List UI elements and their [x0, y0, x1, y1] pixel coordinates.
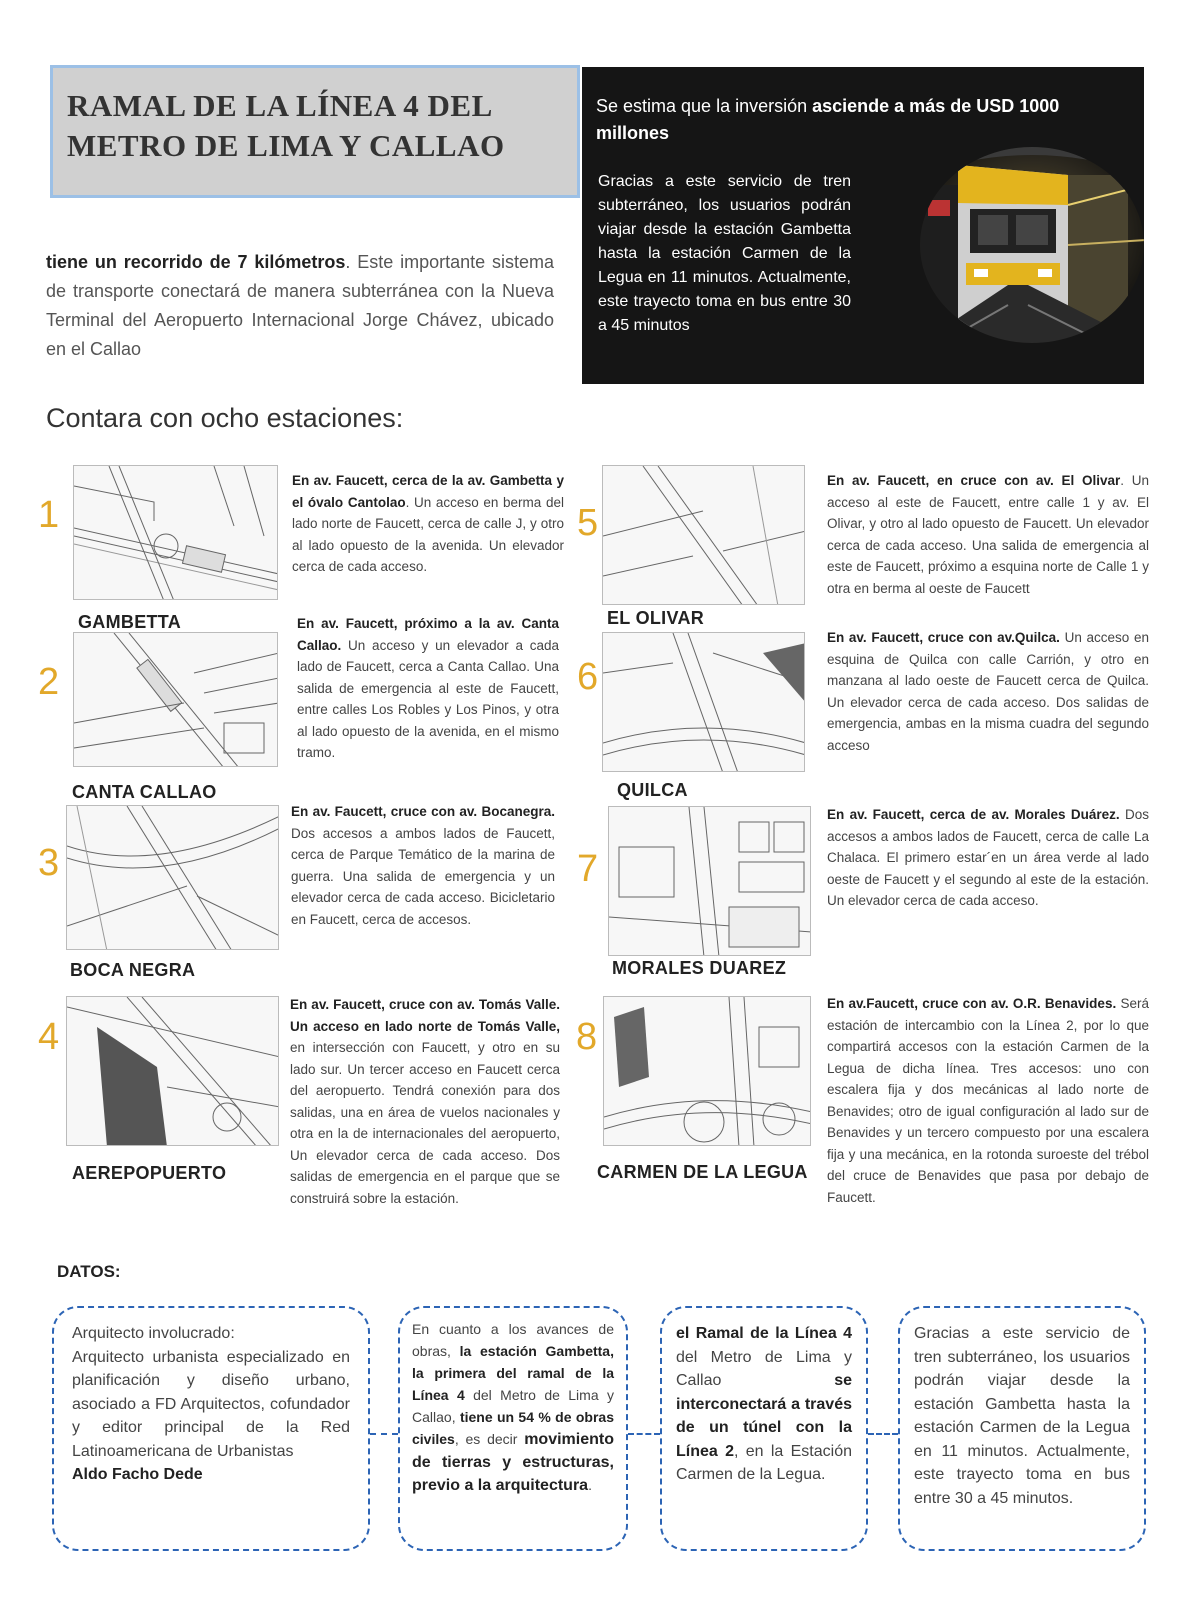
station-name-3: BOCA NEGRA: [70, 960, 196, 980]
connector-2: [628, 1433, 660, 1435]
datos-box-travel: Gracias a este servicio de tren subterráneo, los usuarios podrán viajar desde la estación Gambetta hasta la estación Carmen de la Legua en 11 minutos. Actualmente, este trayecto toma en bus entre 30 a 45 minutos.: [898, 1306, 1146, 1551]
station-number-1: 1: [38, 494, 60, 536]
station-desc-2: [297, 613, 559, 764]
station-desc-3-bold: En av. Faucett, cruce con av. Bocanegra.: [291, 804, 555, 819]
datos-box-architect: [52, 1306, 370, 1551]
progress-b1: la estación Gambetta, la primera del ramal de la Línea 4: [412, 1343, 614, 1403]
station-name-6: QUILCA: [617, 780, 688, 800]
station-desc-4-bold: En av. Faucett, cruce con av. Tomás Valle. Un acceso en lado norte de Tomás Valle,: [290, 997, 560, 1034]
architect-label: Arquitecto involucrado:: [72, 1325, 235, 1342]
station-number-5: 5: [577, 502, 599, 544]
investment-body: Gracias a este servicio de tren subterráneo, los usuarios podrán viajar desde la estación Gambetta hasta la estación Carmen de la Legua en 11 minutos. Actualmente, este trayecto toma en bus entre 30 a 45 minutos: [598, 173, 851, 334]
intro-rest: . Este importante sistema de transporte conectará de manera subterránea con la Nueva Terminal del Aeropuerto Internacional Jorge Chávez, ubicado en el Callao: [46, 252, 554, 359]
interconnection-t2: , en la Estación Carmen de la Legua.: [676, 1442, 852, 1483]
station-number-7: 7: [577, 848, 599, 890]
progress-t2: del Metro de Lima y Callao,: [412, 1387, 614, 1425]
station-desc-1-text: . Un acceso en berma del lado norte de Faucett, cerca de calle J, y otro al lado opuesto de la avenida. Un elevador cerca de cada acceso.: [292, 494, 564, 574]
station-desc-7: [827, 804, 1149, 912]
architect-description: Arquitecto urbanista especializado en planificación y diseño urbano, asociado a FD Arquitectos, cofundador y editor principal de la Red Latinoamericana de Urbanistas: [72, 1348, 350, 1460]
station-name-1: GAMBETTA: [78, 612, 182, 632]
station-name-5: EL OLIVAR: [607, 608, 705, 628]
station-desc-2-text: Un acceso y un elevador a cada lado de Faucett, cerca a Canta Callao. Una salida de emergencia al este de Faucett, entre calles Los Robles y Los Pinos, y otra al lado opuesto de la avenida, en el mismo tramo.: [297, 637, 559, 760]
station-desc-1: [292, 470, 564, 578]
station-desc-7-bold: En av. Faucett, cerca de av. Morales Duárez.: [827, 807, 1120, 822]
train-photo: [918, 145, 1144, 350]
progress-b3: movimiento de tierras y estructuras, previo a la arquitectura: [412, 1431, 614, 1494]
investment-lead: [596, 93, 1116, 147]
station-number-2: 2: [38, 661, 60, 703]
station-map-3: [66, 805, 279, 950]
page-title: RAMAL DE LA LÍNEA 4 DEL METRO DE LIMA Y CALLAO: [67, 88, 505, 163]
connector-1: [370, 1433, 398, 1435]
station-map-8: [603, 996, 811, 1146]
station-desc-4: [290, 994, 560, 1209]
station-map-6: [602, 632, 805, 772]
station-map-7: [608, 806, 811, 956]
station-map-5: [602, 465, 805, 605]
station-desc-1-bold: En av. Faucett, cerca de la av. Gambetta y el óvalo Cantolao: [292, 473, 564, 510]
progress-t3: , es decir: [454, 1431, 525, 1447]
connector-3: [868, 1433, 898, 1435]
progress-b2: tiene un 54 % de obras civiles: [412, 1409, 614, 1447]
station-map-2: [73, 632, 278, 767]
investment-lead-text: Se estima que la inversión: [596, 96, 813, 116]
station-desc-2-bold: En av. Faucett, próximo a la av. Canta Callao.: [297, 616, 559, 653]
station-desc-8: [827, 993, 1149, 1208]
station-desc-4-text: en intersección con Faucett, y otro en su lado sur. Un tercer acceso en Faucett cerca del aeropuerto. Tendrá conexión para dos salidas, una en área de vuelos nacionales y otra en la de internacionales del aeropuerto, Un elevador cerca de cada acceso. Dos salidas de emergencia en el parque que se construirá sobre la estación.: [290, 1040, 560, 1206]
station-map-1: [73, 465, 278, 600]
station-desc-3: [291, 801, 555, 930]
intro-paragraph: [46, 248, 554, 364]
architect-name: Aldo Facho Dede: [72, 1466, 203, 1483]
station-desc-3-text: Dos accesos a ambos lados de Faucett, cerca de Parque Temático de la marina de guerra. Una salida de emergencia y un elevador cerca de cada acceso. Bicicletario en Faucett, cerca de accesos.: [291, 825, 555, 927]
intro-bold: tiene un recorrido de 7 kilómetros: [46, 252, 346, 272]
station-desc-5-text: . Un acceso al este de Faucett, entre calle 1 y av. El Olivar, y otro al lado opuesto de Faucett. Un elevador cerca de cada acceso. Una salida de emergencia al este de Faucett, próximo a esquina norte de Calle 1 y otra en berma al oeste de Faucett: [827, 473, 1149, 596]
station-desc-6: [827, 627, 1149, 756]
station-desc-6-text: Un acceso en esquina de Quilca con calle Carrión, y otro en manzana al lado oeste de Faucett cerca de Quilca. Un elevador cerca de cada acceso. Dos salidas de emergencia, ambas en la misma cuadra del segundo acceso: [827, 630, 1149, 753]
station-number-3: 3: [38, 842, 60, 884]
station-desc-8-text: Será estación de intercambio con la Línea 2, por lo que compartirá accesos con la estación Carmen de la Legua de dicha línea. Tres accesos: uno con escalera fija y dos mecánicas al lado norte de Benavides; otro de igual configuración al lado sur de Benavides y un tercero compuesto por una escalera fija y una mecánica, en la rotonda suroeste del trébol del cruce de Benavides que pasa por debajo de Faucett.: [827, 996, 1149, 1205]
station-desc-6-bold: En av. Faucett, cruce con av.Quilca.: [827, 630, 1060, 645]
progress-t4: .: [588, 1477, 592, 1493]
station-name-8: CARMEN DE LA LEGUA: [597, 1162, 808, 1182]
station-name-2: CANTA CALLAO: [72, 782, 217, 802]
stations-heading: Contara con ocho estaciones:: [46, 403, 404, 433]
station-desc-8-bold: En av.Faucett, cruce con av. O.R. Benavides.: [827, 996, 1117, 1011]
station-desc-5-bold: En av. Faucett, en cruce con av. El Olivar: [827, 473, 1121, 488]
station-name-4: AEREPOPUERTO: [72, 1163, 227, 1183]
investment-lead-bold: asciende a más de USD 1000 millones: [596, 96, 1060, 143]
station-number-4: 4: [38, 1016, 60, 1058]
station-desc-7-text: Dos accesos a ambos lados de Faucett, cerca de calle La Chalaca. El primero estar´en un área verde al lado oeste de Faucett y el segundo al este de la estación. Un elevador cerca de cada acceso.: [827, 807, 1149, 908]
investment-panel: [582, 67, 1144, 384]
station-number-6: 6: [577, 656, 599, 698]
station-desc-5: [827, 470, 1149, 599]
interconnection-b2: se interconectará a través de un túnel con la Línea 2: [676, 1372, 852, 1460]
station-name-7: MORALES DUAREZ: [612, 958, 787, 978]
datos-box-interconnection: [660, 1306, 868, 1551]
datos-box-progress: [398, 1306, 628, 1551]
station-number-8: 8: [576, 1016, 598, 1058]
interconnection-b1: el Ramal de la Línea 4: [676, 1325, 852, 1342]
station-map-4: [66, 996, 279, 1146]
interconnection-t1: del Metro de Lima y Callao: [676, 1348, 852, 1389]
progress-t1: En cuanto a los avances de obras,: [412, 1321, 614, 1359]
datos-label: DATOS:: [57, 1262, 121, 1281]
title-box: [50, 65, 580, 198]
